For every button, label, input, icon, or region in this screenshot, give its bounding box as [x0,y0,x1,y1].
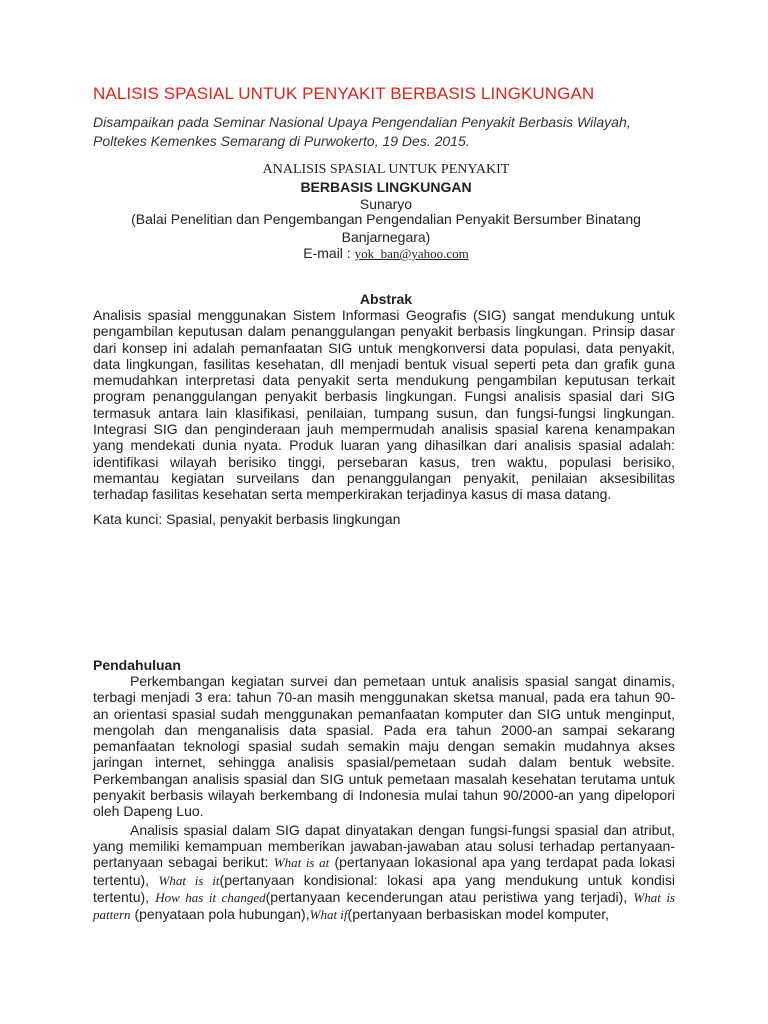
email-link[interactable]: yok_ban@yahoo.com [354,246,469,261]
p2-text-6: (pertanyaan berbasiskan model komputer, [347,906,610,923]
p2-text-4: (pertanyaan kecenderungan atau peristiwa yang terjadi), [265,888,634,905]
venue-line-2: Poltekes Kemenkes Semarang di Purwokerto, 19 Des. 2015. [93,133,470,149]
keywords: Kata kunci: Spasial, penyakit berbasis lingkungan [93,511,401,527]
running-title: NALISIS SPASIAL UNTUK PENYAKIT BERBASIS LINGKUNGAN [93,84,595,103]
author-affiliation: (Balai Penelitian dan Pengembangan Pengendalian Penyakit Bersumber Binatang Banjarnegara) [131,211,641,245]
p2-text-2: (pertanyaan lokasional apa yang terdapat pada lokasi tertentu), [93,854,675,888]
paper-title-line-2: BERBASIS LINGKUNGAN [300,179,472,195]
venue-line-1: Disampaikan pada Seminar Nasional Upaya Pengendalian Penyakit Berbasis Wilayah, [93,114,631,130]
author-email-line [88,245,684,262]
introduction-paragraph-2 [93,822,675,924]
abstract-heading: Abstrak [359,291,413,307]
email-label: E-mail : [303,245,351,261]
introduction-heading: Pendahuluan [93,657,181,673]
abstract-body: Analisis spasial menggunakan Sistem Informasi Geografis (SIG) sangat mendukung untuk pengambilan keputusan dalam penanggulangan penyakit berbasis lingkungan. Prinsip dasar dari konsep ini adalah pemanfaatan SIG untuk mengkonversi data populasi, data penyakit, data lingkungan, fasilitas kesehatan, dll menjadi bentuk visual seperti peta dan grafik guna memudahkan interpretasi data penyakit serta mendukung pengambilan keputusan terkait program penanggulangan penyakit berbasis lingkungan. Fungsi analisis spasial dari SIG termasuk antara lain klasifikasi, penilaian, tumpang susun, dan fungsi-fungsi lingkungan. Integrasi SIG dan penginderaan jauh mempermudah analisis spasial karena kenampakan yang mendekati dunia nyata. Produk luaran yang dihasilkan dari analisis spasial adalah: identifikasi wilayah berisiko tinggi, persebaran kasus, tren waktu, populasi berisiko, memantau kegiatan surveilans dan penanggulangan penyakit, penilaian aksesibilitas terhadap fasilitas kesehatan serta memperkirakan terjadinya kasus di masa datang. [93,307,675,503]
venue-note [93,113,693,151]
p2-term-what-is-at: What is at [273,855,330,871]
p2-text-3: (pertanyaan kondisional: lokasi apa yang mendukung untuk kondisi tertentu), [93,871,676,905]
p2-text-5: (penyataan pola hubungan), [130,906,310,923]
p2-term-what-is-pattern: What is pattern [93,889,675,923]
author-name: Sunaryo [359,196,413,212]
paper-title-line-1: ANALISIS SPASIAL UNTUK PENYAKIT [262,162,510,177]
p2-term-how-has-it-changed: How has it changed [155,889,266,905]
introduction-paragraph-1: Perkembangan kegiatan survei dan pemetaan untuk analisis spasial sangat dinamis, terbagi menjadi 3 era: tahun 70-an masih menggunakan sketsa manual, pada era tahun 90-an orientasi spasial sudah menggunakan pemanfaatan komputer dan SIG untuk menginput, mengolah dan menganalisis data spasial. Pada era tahun 2000-an sampai sekarang pemanfaatan teknologi spasial sudah semakin maju dengan semakin mudahnya akses jaringan internet, sehingga analisis spasial/pemetaan sudah dalam bentuk website. Perkembangan analisis spasial dan SIG untuk pemetaan masalah kesehatan terutama untuk penyakit berbasis wilayah berkembang di Indonesia mulai tahun 90/2000-an yang dipelopori oleh Dapeng Luo. [93,673,675,820]
p2-text-1: Analisis spasial dalam SIG dapat dinyatakan dengan fungsi-fungsi spasial dan atribut, yang memiliki kemampuan memberikan jawaban-jawaban atau solusi terhadap pertanyaan-pertanyaan sebagai berikut: [93,821,675,871]
p2-term-what-is-it: What is it [158,872,220,888]
introduction-body [93,673,675,923]
p2-term-what-if: What if [309,907,348,923]
